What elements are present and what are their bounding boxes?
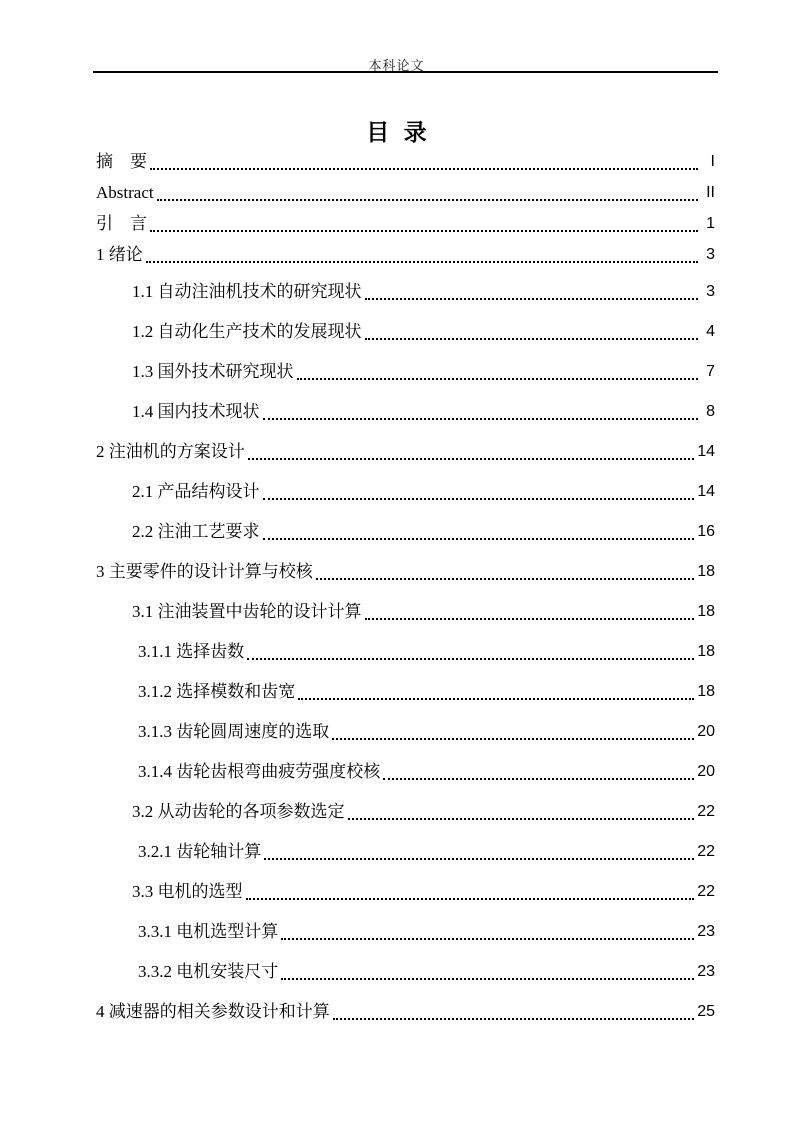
toc-entry-label: 3 主要零件的设计计算与校核 <box>96 562 313 581</box>
toc-leader-dots <box>246 882 695 900</box>
page-title: 目 录 <box>366 119 427 145</box>
toc-entry[interactable] <box>96 362 715 402</box>
toc-entry-label: 3.3.1 电机选型计算 <box>138 922 279 941</box>
toc-page-number: 18 <box>697 643 715 660</box>
toc-leader-dots <box>248 442 694 460</box>
toc-page-number: 8 <box>706 403 715 420</box>
toc-entry[interactable] <box>96 642 715 682</box>
toc-entry-label: Abstract <box>96 183 154 202</box>
toc-page-number: 4 <box>706 323 715 340</box>
toc-leader-dots <box>298 682 694 700</box>
toc-entry-label: 2 注油机的方案设计 <box>96 442 245 461</box>
toc-entry-label: 3.3.2 电机安装尺寸 <box>138 962 279 981</box>
toc-entry[interactable] <box>96 602 715 642</box>
toc-entry-label: 3.1.4 齿轮齿根弯曲疲劳强度校核 <box>138 762 381 781</box>
toc-entry-label: 摘 要 <box>96 152 147 171</box>
toc-page-number: 1 <box>706 215 715 232</box>
toc-page-number: 20 <box>697 763 715 780</box>
toc-page-number: 18 <box>697 563 715 580</box>
toc-entry[interactable] <box>96 402 715 442</box>
toc-entry-label: 3.2.1 齿轮轴计算 <box>138 842 262 861</box>
toc-entry[interactable] <box>96 442 715 482</box>
toc-entry[interactable] <box>96 183 715 214</box>
toc-list <box>96 152 715 1026</box>
toc-leader-dots <box>365 602 695 620</box>
toc-page-number: 3 <box>706 246 715 263</box>
toc-entry-label: 1.1 自动注油机技术的研究现状 <box>132 282 362 301</box>
toc-entry-label: 引 言 <box>96 214 147 233</box>
toc-leader-dots <box>332 722 694 740</box>
toc-page-number: 22 <box>697 883 715 900</box>
toc-entry[interactable] <box>96 562 715 602</box>
toc-entry[interactable] <box>96 762 715 802</box>
toc-page-number: 18 <box>697 683 715 700</box>
toc-entry-label: 2.2 注油工艺要求 <box>132 522 260 541</box>
toc-leader-dots <box>365 322 699 340</box>
toc-entry-label: 3.2 从动齿轮的各项参数选定 <box>132 802 345 821</box>
toc-leader-dots <box>264 842 694 860</box>
toc-page-number: I <box>710 153 715 170</box>
toc-entry[interactable] <box>96 245 715 282</box>
toc-page-number: 7 <box>706 363 715 380</box>
toc-leader-dots <box>146 245 698 263</box>
toc-entry[interactable] <box>96 482 715 522</box>
toc-entry[interactable] <box>96 962 715 1002</box>
toc-entry[interactable] <box>96 282 715 322</box>
toc-entry[interactable] <box>96 802 715 842</box>
toc-entry-label: 3.1.3 齿轮圆周速度的选取 <box>138 722 330 741</box>
toc-page-number: 14 <box>697 443 715 460</box>
toc-leader-dots <box>157 183 698 201</box>
toc-entry[interactable] <box>96 152 715 183</box>
toc-leader-dots <box>263 522 695 540</box>
toc-leader-dots <box>247 642 694 660</box>
toc-entry-label: 3.1.2 选择模数和齿宽 <box>138 682 296 701</box>
toc-leader-dots <box>348 802 695 820</box>
toc-leader-dots <box>281 962 694 980</box>
toc-entry-label: 3.1 注油装置中齿轮的设计计算 <box>132 602 362 621</box>
toc-entry-label: 3.3 电机的选型 <box>132 882 243 901</box>
toc-page-number: 20 <box>697 723 715 740</box>
toc-entry[interactable] <box>96 322 715 362</box>
header-rule <box>93 71 718 73</box>
toc-leader-dots <box>150 214 698 232</box>
running-header-text: 本科论文 <box>368 58 425 73</box>
toc-page-number: 3 <box>706 283 715 300</box>
toc-entry[interactable] <box>96 722 715 762</box>
toc-leader-dots <box>150 152 698 170</box>
toc-entry[interactable] <box>96 522 715 562</box>
toc-page-number: 25 <box>697 1003 715 1020</box>
toc-page-number: 23 <box>697 963 715 980</box>
toc-page-number: 14 <box>697 483 715 500</box>
toc-leader-dots <box>263 482 695 500</box>
toc-page-number: 16 <box>697 523 715 540</box>
toc-entry-label: 1.2 自动化生产技术的发展现状 <box>132 322 362 341</box>
toc-entry[interactable] <box>96 1002 715 1026</box>
toc-leader-dots <box>297 362 699 380</box>
toc-entry-label: 1 绪论 <box>96 245 143 264</box>
toc-entry-label: 1.4 国内技术现状 <box>132 402 260 421</box>
toc-entry-label: 1.3 国外技术研究现状 <box>132 362 294 381</box>
toc-entry[interactable] <box>96 682 715 722</box>
toc-leader-dots <box>333 1002 694 1020</box>
toc-page-number: 22 <box>697 843 715 860</box>
toc-entry[interactable] <box>96 922 715 962</box>
toc-entry-label: 4 减速器的相关参数设计和计算 <box>96 1002 330 1021</box>
toc-leader-dots <box>365 282 699 300</box>
toc-page-number: II <box>706 184 715 201</box>
toc-leader-dots <box>383 762 694 780</box>
toc-leader-dots <box>281 922 694 940</box>
toc-entry-label: 3.1.1 选择齿数 <box>138 642 245 661</box>
toc-leader-dots <box>316 562 694 580</box>
toc-leader-dots <box>263 402 699 420</box>
toc-entry-label: 2.1 产品结构设计 <box>132 482 260 501</box>
toc-entry[interactable] <box>96 882 715 922</box>
toc-entry[interactable] <box>96 214 715 245</box>
toc-entry[interactable] <box>96 842 715 882</box>
toc-page-number: 18 <box>697 603 715 620</box>
toc-page-number: 22 <box>697 803 715 820</box>
toc-page-number: 23 <box>697 923 715 940</box>
